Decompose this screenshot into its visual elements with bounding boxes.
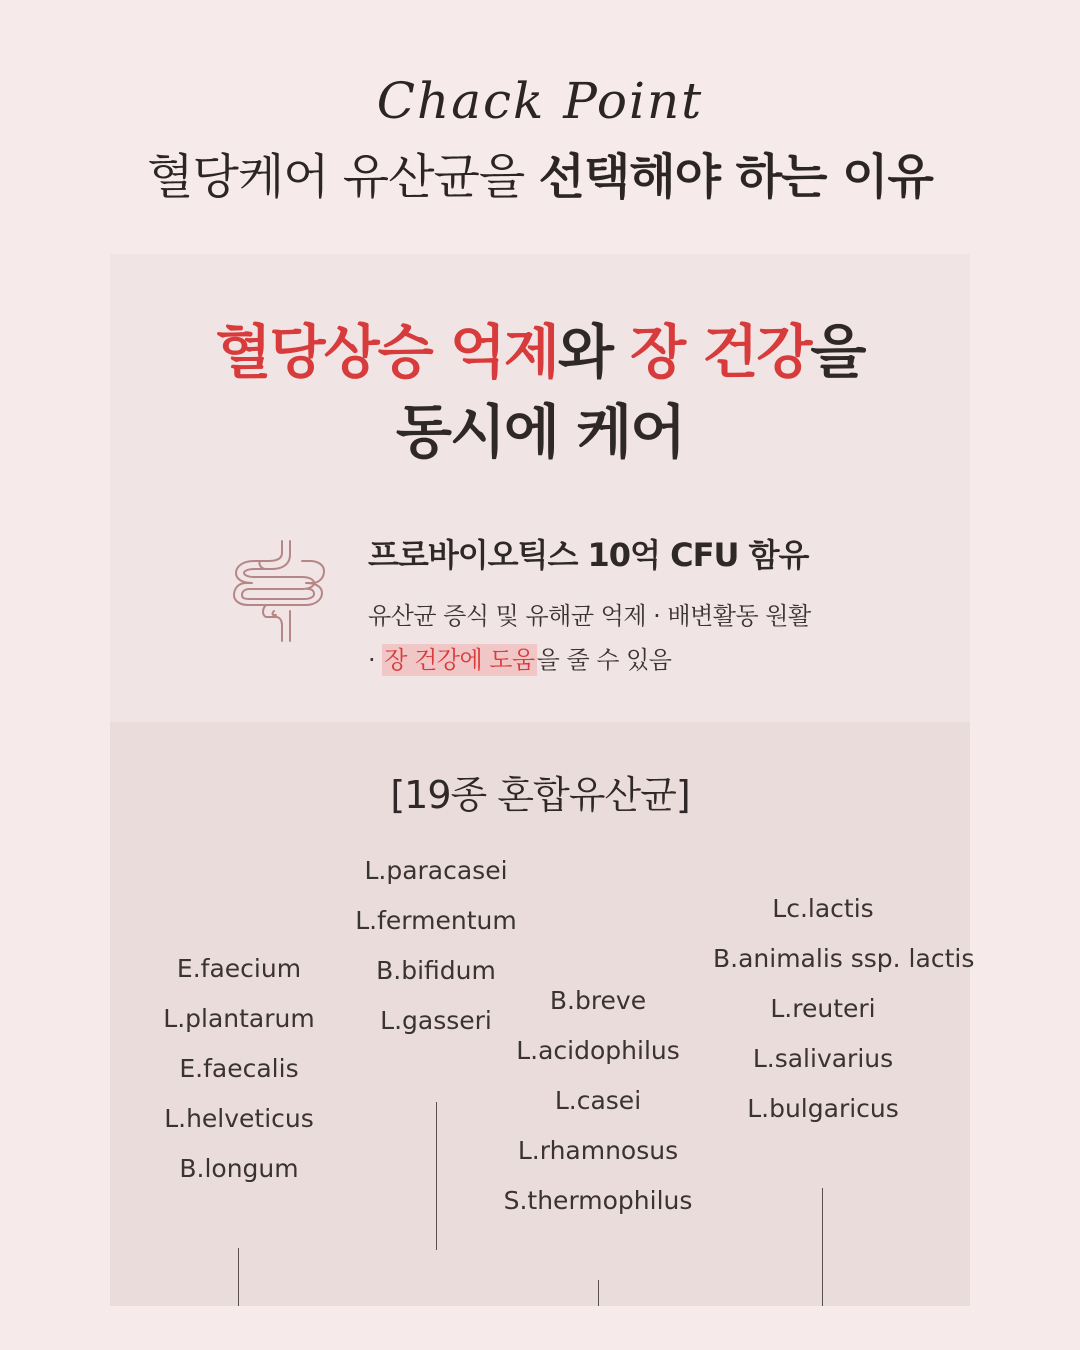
strain-item: E.faecalis — [179, 1054, 299, 1083]
column-1-stem — [238, 1248, 239, 1306]
page-title — [0, 138, 1080, 207]
feature-title: 프로바이오틱스 10억 CFU 함유 — [368, 536, 809, 574]
strain-item: B.breve — [549, 986, 647, 1015]
strain-item: L.helveticus — [164, 1104, 314, 1133]
column-2-stem — [436, 1102, 437, 1250]
feature-desc-prefix: · — [368, 646, 383, 674]
headline-text-2: 와 — [557, 318, 631, 386]
headline-line1 — [110, 312, 970, 392]
strain-item: L.reuteri — [770, 994, 876, 1023]
strain-column-3 — [488, 976, 708, 1226]
feature-highlight: 장 건강에 도움 — [384, 646, 535, 674]
column-3-stem — [598, 1280, 599, 1306]
headline-red-1: 혈당상승 억제 — [215, 318, 558, 386]
column-4-stem — [822, 1188, 823, 1306]
intestine-icon — [232, 539, 328, 643]
script-title: Chack Point — [376, 72, 704, 130]
strain-item: L.salivarius — [752, 1044, 894, 1073]
strain-item: B.bifidum — [376, 956, 496, 985]
headline-line2: 동시에 케어 — [395, 398, 685, 466]
strains-panel — [110, 722, 975, 1306]
headline-red-3: 장 건강 — [630, 318, 811, 386]
title-bold: 선택해야 하는 이유 — [538, 149, 933, 205]
title-regular: 혈당케어 유산균을 — [147, 149, 539, 205]
feature-panel — [110, 254, 970, 722]
strain-item: B.animalis ssp. lactis — [713, 944, 975, 973]
headline — [110, 312, 970, 472]
strain-item: L.fermentum — [355, 906, 517, 935]
strain-item: L.gasseri — [380, 1006, 492, 1035]
strain-column-1 — [129, 944, 349, 1194]
feature-desc-line1: 유산균 증식 및 유해균 억제 · 배변활동 원활 — [368, 602, 811, 630]
feature-desc-line2 — [368, 640, 671, 675]
strain-item: S.thermophilus — [503, 1186, 693, 1215]
strain-item: Lc.lactis — [772, 894, 874, 923]
strain-item: L.acidophilus — [516, 1036, 680, 1065]
headline-text-4: 을 — [810, 318, 865, 386]
strains-title: [19종 혼합유산균] — [390, 773, 690, 817]
strain-item: L.casei — [554, 1086, 642, 1115]
strain-item: L.bulgaricus — [747, 1094, 899, 1123]
feature-desc-suffix: 을 줄 수 있음 — [536, 646, 672, 674]
strain-column-4 — [713, 884, 975, 1134]
strain-item: E.faecium — [176, 954, 302, 983]
strain-item: L.rhamnosus — [517, 1136, 679, 1165]
strain-item: L.paracasei — [364, 856, 508, 885]
strain-item: L.plantarum — [163, 1004, 315, 1033]
strain-item: B.longum — [179, 1154, 299, 1183]
